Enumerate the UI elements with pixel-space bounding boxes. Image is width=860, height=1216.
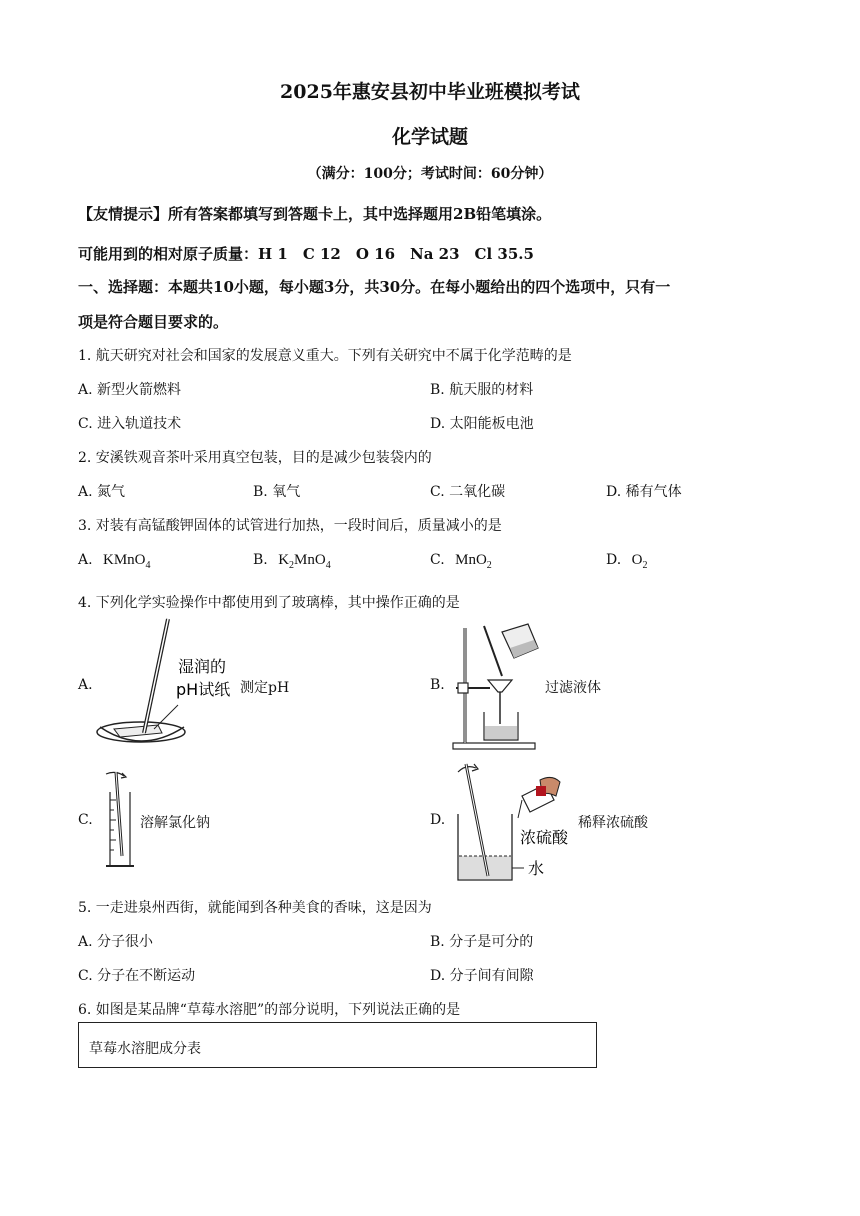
q4-b-filtration-figure xyxy=(448,618,544,752)
q3-b-sub2: 4 xyxy=(325,560,331,571)
q3-b-k: K xyxy=(278,552,290,568)
q5-option-c[interactable]: C. 分子在不断运动 xyxy=(78,968,196,984)
q3-c-sub: 2 xyxy=(486,560,492,571)
ph-label-wet: 湿润的 xyxy=(178,657,227,676)
q4-d-caption: 稀释浓硫酸 xyxy=(578,815,648,831)
q4-option-d-letter[interactable]: D. xyxy=(430,812,446,828)
q3-d-sub: 2 xyxy=(642,560,648,571)
q1-option-b[interactable]: B. 航天服的材料 xyxy=(430,382,534,398)
q3-option-d-letter: D. xyxy=(606,552,622,568)
q4-d-dilute-figure xyxy=(452,756,592,884)
q3-option-b[interactable] xyxy=(253,552,331,571)
ph-label-paper: pH试纸 xyxy=(176,680,231,699)
q2-option-a[interactable]: A. 氮气 xyxy=(78,484,126,500)
q5-option-b[interactable]: B. 分子是可分的 xyxy=(430,934,534,950)
q2-option-d[interactable]: D. 稀有气体 xyxy=(606,484,682,500)
q3-c-main: MnO xyxy=(455,552,487,568)
q4-a-caption: 测定pH xyxy=(240,680,290,696)
q3-option-a-letter: A. xyxy=(78,552,93,568)
fertilizer-table-title: 草莓水溶肥成分表 xyxy=(89,1041,201,1057)
friendly-tip: 【友情提示】所有答案都填写到答题卡上，其中选择题用2B铅笔填涂。 xyxy=(78,205,552,223)
q3-formula-c xyxy=(455,552,492,571)
q3-option-c[interactable] xyxy=(430,552,492,571)
q3-option-b-letter: B. xyxy=(253,552,268,568)
atomic-masses: 可能用到的相对原子质量：H 1 C 12 O 16 Na 23 Cl 35.5 xyxy=(78,245,534,263)
q4-option-a-letter[interactable]: A. xyxy=(78,677,93,693)
q2-option-b[interactable]: B. 氧气 xyxy=(253,484,301,500)
score-info: （满分：100分；考试时间：60分钟） xyxy=(307,166,553,182)
q3-d-main: O xyxy=(631,552,643,568)
question-6-stem: 6. 如图是某品牌“草莓水溶肥”的部分说明，下列说法正确的是 xyxy=(78,1002,461,1018)
water-label: 水 xyxy=(528,859,545,878)
q3-a-sub: 4 xyxy=(145,560,151,571)
q2-option-c[interactable]: C. 二氧化碳 xyxy=(430,484,506,500)
q1-option-d[interactable]: D. 太阳能板电池 xyxy=(430,416,534,432)
subject-title: 化学试题 xyxy=(391,126,468,148)
q3-a-main: KMnO xyxy=(103,552,146,568)
q4-c-caption: 溶解氯化钠 xyxy=(140,815,210,831)
q3-option-d[interactable] xyxy=(606,552,647,571)
question-5-stem: 5. 一走进泉州西街，就能闻到各种美食的香味，这是因为 xyxy=(78,900,432,916)
q4-b-caption: 过滤液体 xyxy=(545,680,601,696)
q3-formula-a xyxy=(103,552,151,571)
q4-option-b-letter[interactable]: B. xyxy=(430,677,445,693)
q3-option-c-letter: C. xyxy=(430,552,445,568)
q5-option-d[interactable]: D. 分子间有间隙 xyxy=(430,968,534,984)
section-heading-line1: 一、选择题：本题共10小题，每小题3分，共30分。在每小题给出的四个选项中，只有一 xyxy=(78,278,671,296)
section-heading-line2: 项是符合题目要求的。 xyxy=(78,313,229,331)
q3-b-main: MnO xyxy=(294,552,326,568)
q5-option-a[interactable]: A. 分子很小 xyxy=(78,934,154,950)
q3-formula-d xyxy=(631,552,648,571)
q3-b-sub1: 2 xyxy=(289,560,295,571)
q3-option-a[interactable] xyxy=(78,552,151,571)
q1-option-c[interactable]: C. 进入轨道技术 xyxy=(78,416,182,432)
q4-c-dissolve-figure xyxy=(100,770,140,874)
sulfuric-acid-label: 浓硫酸 xyxy=(520,828,569,847)
fertilizer-table xyxy=(78,1022,597,1068)
question-4-stem: 4. 下列化学实验操作中都使用到了玻璃棒，其中操作正确的是 xyxy=(78,595,460,611)
q4-option-c-letter[interactable]: C. xyxy=(78,812,93,828)
question-2-stem: 2. 安溪铁观音茶叶采用真空包装，目的是减少包装袋内的 xyxy=(78,450,432,466)
question-3-stem: 3. 对装有高锰酸钾固体的试管进行加热，一段时间后，质量减小的是 xyxy=(78,518,502,534)
q3-formula-b xyxy=(278,552,331,571)
q1-option-a[interactable]: A. 新型火箭燃料 xyxy=(78,382,182,398)
exam-title: 2025年惠安县初中毕业班模拟考试 xyxy=(280,81,580,103)
question-1-stem: 1. 航天研究对社会和国家的发展意义重大。下列有关研究中不属于化学范畴的是 xyxy=(78,348,572,364)
